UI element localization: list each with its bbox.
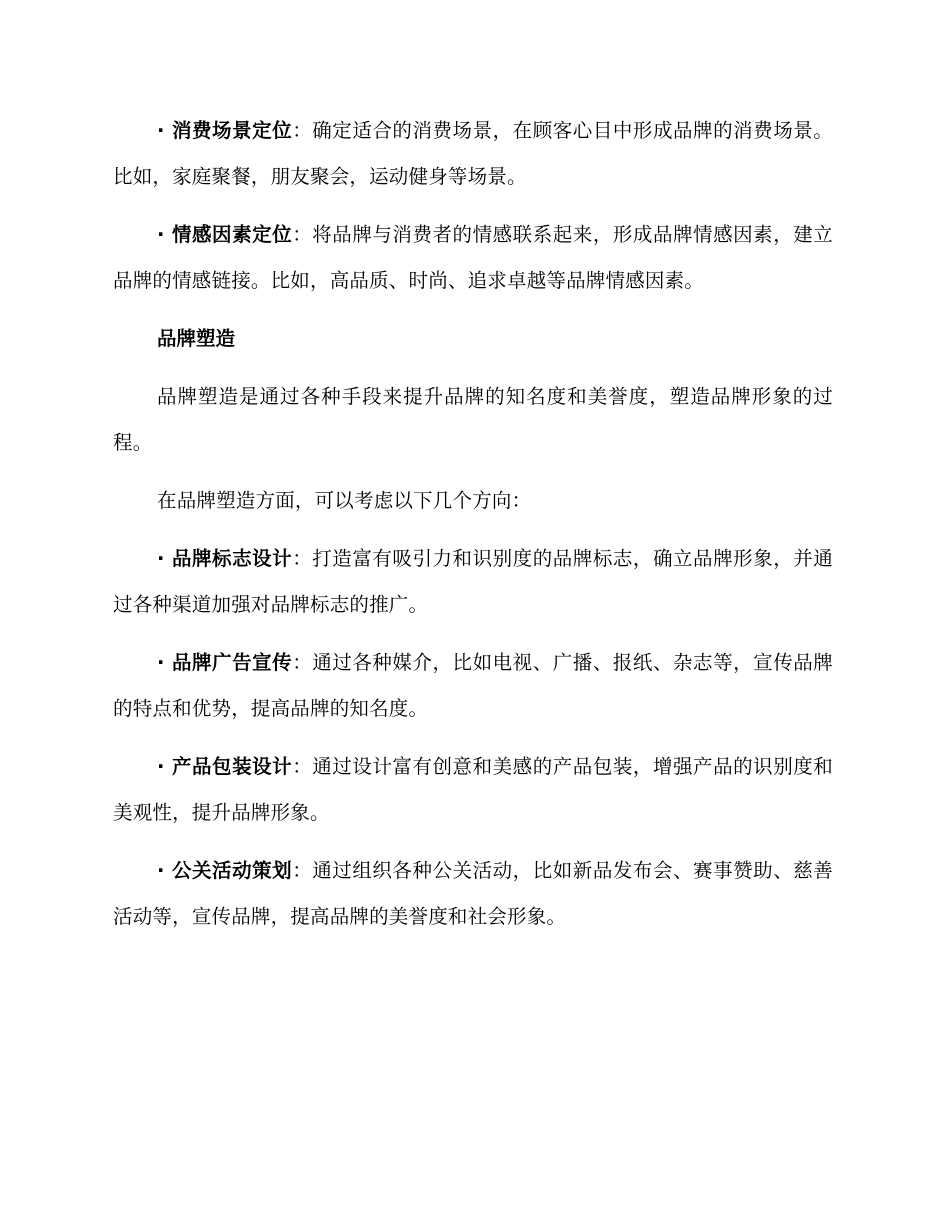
bullet-advertising <box>113 640 833 732</box>
document-page <box>113 108 833 952</box>
bullet-lead: · 品牌广告宣传 <box>157 651 293 674</box>
bullet-pr-events <box>113 848 833 940</box>
bullet-lead: · 公关活动策划 <box>157 859 293 882</box>
bullet-text: 打造富有吸引力和识别度的品牌标志，确立品牌形象，并通过各种渠道加强对品牌标志的推广。 <box>113 547 834 616</box>
bullet-text: 通过组织各种公关活动，比如新品发布会、赛事赞助、慈善活动等，宣传品牌，提高品牌的美誉度和社会形象。 <box>113 859 834 928</box>
paragraph-intro: 品牌塑造是通过各种手段来提升品牌的知名度和美誉度，塑造品牌形象的过程。 <box>113 385 833 454</box>
bullet-lead: · 产品包装设计 <box>157 755 293 778</box>
bullet-consumption-scene <box>113 108 833 200</box>
bullet-colon: ： <box>292 547 313 570</box>
bullet-colon: ： <box>292 755 313 778</box>
bullet-text: 通过设计富有创意和美感的产品包装，增强产品的识别度和美观性，提升品牌形象。 <box>113 755 834 824</box>
bullet-colon: ： <box>292 119 313 142</box>
bullet-lead: · 品牌标志设计 <box>157 547 293 570</box>
paragraph-directions: 在品牌塑造方面，可以考虑以下几个方向： <box>157 489 532 512</box>
bullet-text: 将品牌与消费者的情感联系起来，形成品牌情感因素，建立品牌的情感链接。比如，高品质、时尚、追求卓越等品牌情感因素。 <box>113 223 834 292</box>
bullet-packaging-design <box>113 744 833 836</box>
bullet-logo-design <box>113 536 833 628</box>
bullet-text: 通过各种媒介，比如电视、广播、报纸、杂志等，宣传品牌的特点和优势，提高品牌的知名度。 <box>113 651 834 720</box>
bullet-lead: · 情感因素定位 <box>157 223 293 246</box>
bullet-colon: ： <box>292 859 313 882</box>
bullet-text: 确定适合的消费场景，在顾客心目中形成品牌的消费场景。比如，家庭聚餐，朋友聚会，运动健身等场景。 <box>113 119 834 188</box>
bullet-emotional-factor <box>113 212 833 304</box>
bullet-colon: ： <box>292 651 313 674</box>
bullet-colon: ： <box>292 223 313 246</box>
section-heading: 品牌塑造 <box>157 327 236 350</box>
bullet-lead: · 消费场景定位 <box>157 119 293 142</box>
